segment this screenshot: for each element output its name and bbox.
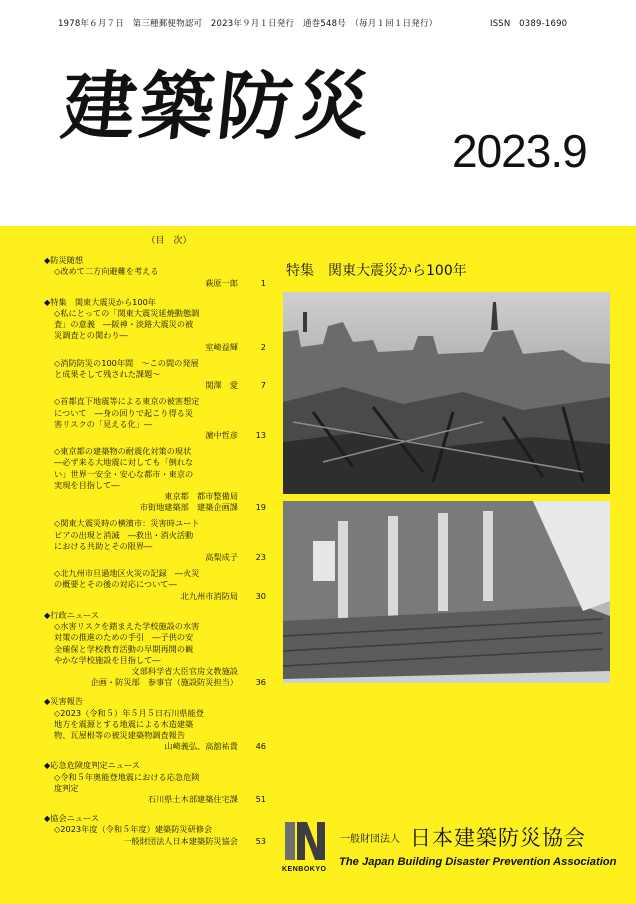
toc-article [44, 708, 266, 753]
toc-section-title: ◆特集 関東大震災から100年 [44, 296, 156, 307]
toc-heading: （目 次） [146, 236, 192, 246]
feature-label: 特集 関東大震災から100年 [286, 263, 467, 279]
issue-number: 2023.9 [452, 125, 587, 177]
toc-article-page: 2 [260, 341, 266, 352]
toc-article [44, 308, 266, 353]
toc-article-title: ◇2023年度（令和５年度）建築防災研修会 [54, 824, 213, 835]
toc-article-page: 13 [255, 430, 266, 441]
toc-article-title: ◇東京都の建築物の耐震化対策の現状 ―必ず来る大地震に対しても「倒れな い」世界一安全・安心な都市・東京の 実現を目指して― [54, 446, 194, 490]
org-english-name: The Japan Building Disaster Prevention Association [339, 856, 617, 868]
toc-article-page: 23 [255, 552, 266, 563]
toc-article [44, 824, 266, 846]
issn: ISSN 0389-1690 [490, 19, 568, 29]
toc-article-author: 北九州市消防局 [180, 590, 238, 601]
toc-article [44, 772, 266, 806]
publication-details: 1978年６月７日 第三種郵便物認可 2023年９月１日発行 通巻548号 （毎月１回１日発行） [58, 19, 438, 29]
toc-article-title: ◇首都直下地震等による東京の被害想定 について ―身の回りで起こり得る災 害リスクの「見える化」― [54, 396, 200, 429]
org-prefix: 一般財団法人 [340, 834, 400, 845]
toc-article-page: 36 [255, 677, 266, 688]
toc-article [44, 518, 266, 563]
toc-article [44, 266, 266, 288]
toc-article-author: 山崎義弘、高舘祐貴 [164, 741, 238, 752]
logo-wordmark: KENBOKYO [282, 866, 327, 873]
toc-article-title: ◇水害リスクを踏まえた学校施設の水害 対策の推進のための手引 ―子供の安 全確保と学校教育活動の早期再開の観 やかな学校施設を目指して― [54, 621, 200, 665]
toc-article-page: 19 [255, 502, 266, 513]
toc-article-title: ◇関東大震災時の横濱市：災害時ユート ピアの出現と消滅 ―救出・消火活動 における共助とその限界― [54, 518, 200, 551]
toc-article-page: 7 [260, 380, 266, 391]
toc-article-title: ◇改めて二方向避難を考える [54, 266, 159, 277]
cover-header [0, 0, 636, 226]
toc-article-page: 30 [255, 590, 266, 601]
toc-article-page: 53 [255, 835, 266, 846]
toc-section [44, 610, 266, 688]
toc-article-author: 東京都 都市整備局 市街地建築部 建築企画課 [139, 491, 238, 513]
table-of-contents [44, 236, 266, 847]
toc-article-title: ◇北九州市旦過地区火災の記録 ―火災 の概要とその後の対応について― [54, 568, 200, 590]
toc-section [44, 297, 266, 602]
toc-section-title: ◆行政ニュース [44, 609, 100, 620]
toc-article [44, 446, 266, 513]
toc-article [44, 621, 266, 688]
toc-article-title: ◇令和５年奥能登地震における応急危険 度判定 [54, 771, 200, 793]
magazine-title: 建築防災 [57, 64, 379, 150]
toc-article-author: 石川県土木部建築住宅課 [147, 793, 238, 804]
toc-article-author: 高梨成子 [205, 552, 238, 563]
toc-article-page: 46 [255, 741, 266, 752]
toc-article [44, 358, 266, 392]
toc-article-author: 萩原一郎 [205, 277, 238, 288]
toc-article-author: 室崎益輝 [205, 341, 238, 352]
toc-section-title: ◆災害報告 [44, 696, 84, 707]
toc-article-page: 1 [260, 277, 266, 288]
publication-info [58, 17, 568, 29]
toc-section-title: ◆協会ニュース [44, 813, 100, 824]
toc-section [44, 760, 266, 805]
toc-section [44, 255, 266, 289]
kenbokyo-logo-icon [283, 818, 327, 864]
toc-article-page: 51 [255, 793, 266, 804]
toc-article [44, 396, 266, 441]
toc-article-author: 文部科学省大臣官房文教施設 企画・防災部 参事官（施設防災担当） [90, 665, 238, 688]
toc-section [44, 813, 266, 847]
toc-article-author: 一般財団法人日本建築防災協会 [123, 835, 238, 846]
toc-article-title: ◇私にとっての「関東大震災延焼動態調 査」の意義 ―阪神・淡路大震災の被 災調査との関わり― [54, 308, 200, 341]
toc-article-title: ◇2023（令和５）年５月５日石川県能登 地方を震源とする地震による木造建築 物、瓦屋根等の被災建築物調査報告 [54, 707, 204, 740]
toc-article-author: 関澤 愛 [205, 380, 238, 391]
toc-article [44, 568, 266, 602]
toc-section-title: ◆防災随想 [44, 255, 84, 266]
toc-section [44, 696, 266, 752]
toc-section-title: ◆応急危険度判定ニュース [44, 760, 140, 771]
toc-article-title: ◇消防防災の100年間 ～この間の発展 と成果そして残された課題～ [54, 357, 199, 380]
toc-article-author: 濵中哲彦 [205, 430, 238, 441]
brick-building-photo [283, 501, 610, 683]
earthquake-ruins-photo [283, 292, 610, 494]
org-name: 日本建築防災協会 [410, 826, 586, 850]
